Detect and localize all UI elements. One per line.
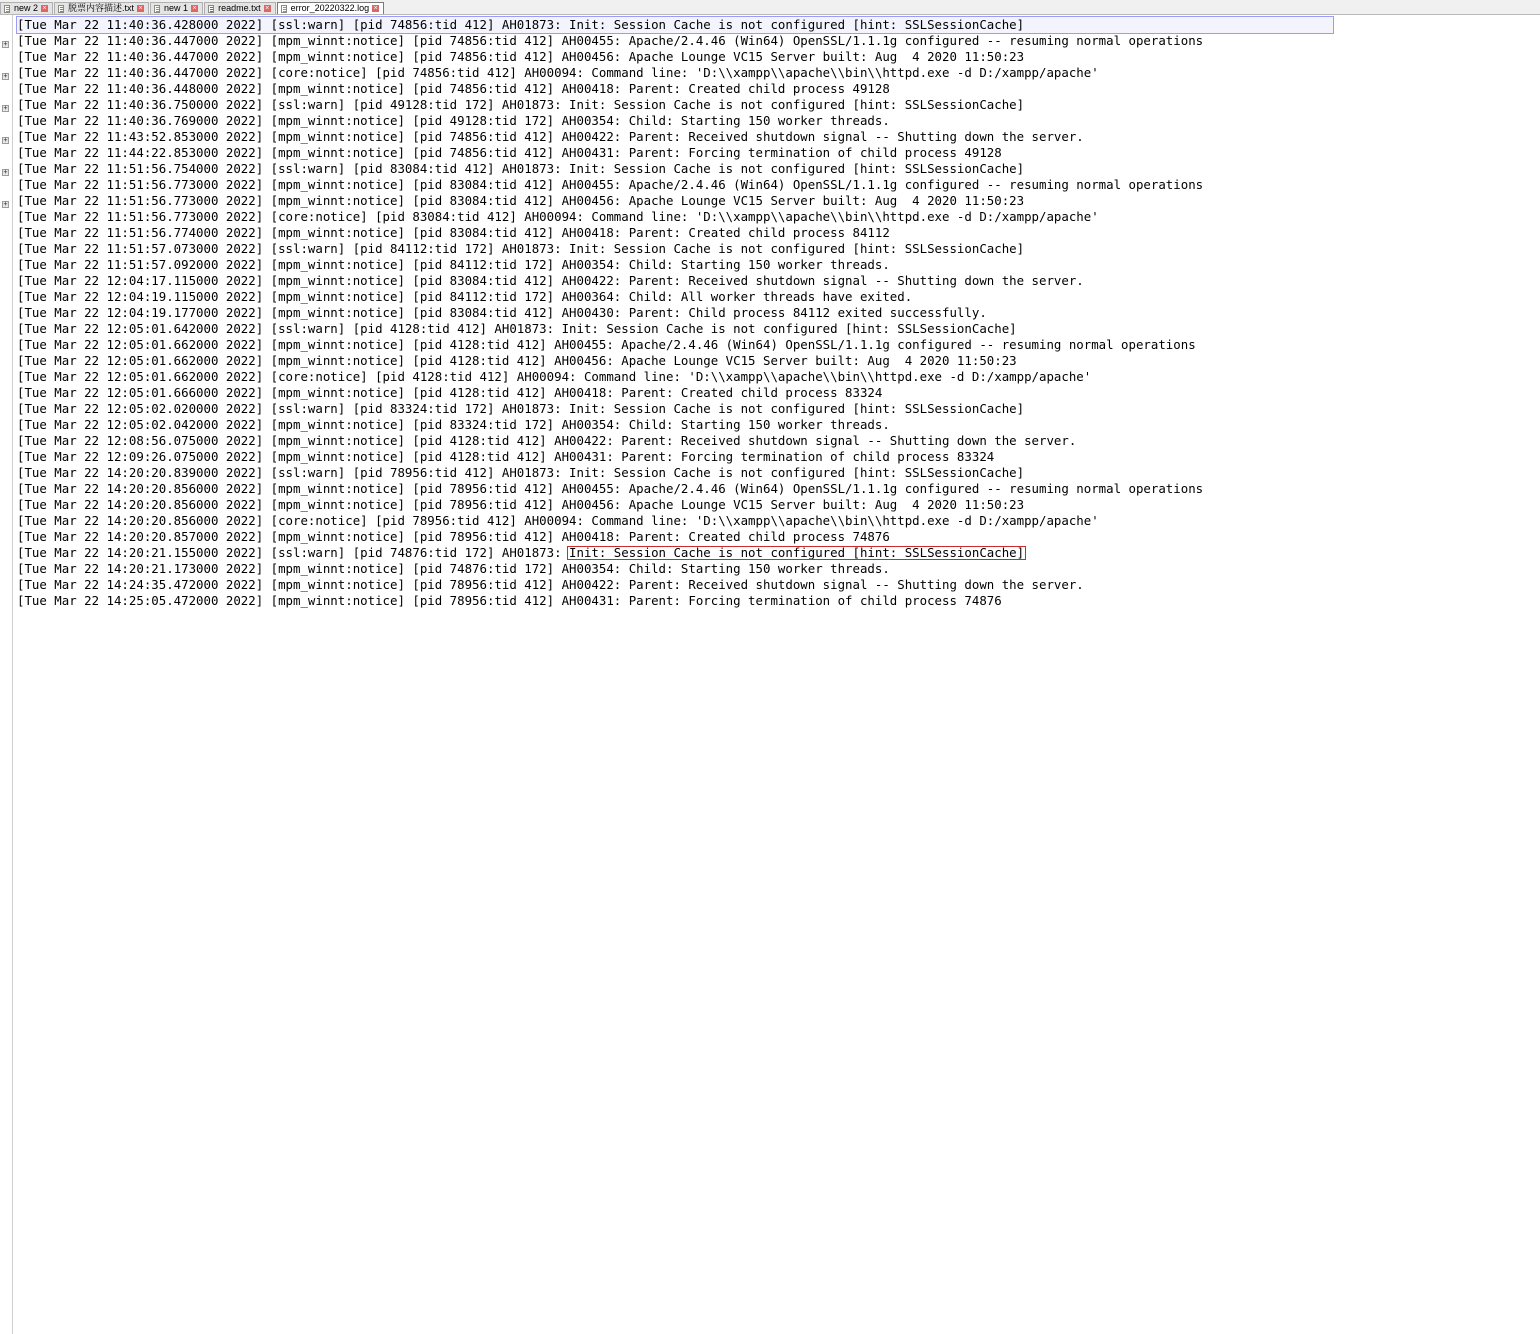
close-icon[interactable]: ×	[265, 5, 270, 12]
log-line: [Tue Mar 22 12:04:17.115000 2022] [mpm_winnt:notice] [pid 83084:tid 412] AH00422: Parent: Received shutdown signal -- Shutting down the server.	[17, 273, 1084, 288]
close-icon[interactable]: ×	[138, 5, 143, 12]
close-icon[interactable]: ×	[42, 5, 47, 12]
line-marker-gutter[interactable]	[0, 15, 13, 1334]
log-line: [Tue Mar 22 12:05:01.662000 2022] [mpm_winnt:notice] [pid 4128:tid 412] AH00456: Apache Lounge VC15 Server built: Aug 4 2020 11:50:23	[17, 353, 1017, 368]
document-icon	[208, 5, 216, 13]
log-line: [Tue Mar 22 11:40:36.428000 2022] [ssl:warn] [pid 74856:tid 412] AH01873: Init: Session Cache is not configured [hint: SSLSessionCache]	[17, 17, 1333, 33]
fold-marker[interactable]: +	[3, 136, 8, 144]
tab-label: 脱票内容描述.txt	[68, 3, 135, 13]
log-line: [Tue Mar 22 12:05:02.042000 2022] [mpm_winnt:notice] [pid 83324:tid 172] AH00354: Child: Starting 150 worker threads.	[17, 417, 890, 432]
log-line: [Tue Mar 22 11:51:57.073000 2022] [ssl:warn] [pid 84112:tid 172] AH01873: Init: Session Cache is not configured [hint: SSLSessionCache]	[17, 241, 1025, 256]
log-line: [Tue Mar 22 12:09:26.075000 2022] [mpm_winnt:notice] [pid 4128:tid 412] AH00431: Parent: Forcing termination of child process 83324	[17, 449, 995, 464]
log-line: [Tue Mar 22 12:05:01.666000 2022] [mpm_winnt:notice] [pid 4128:tid 412] AH00418: Parent: Created child process 83324	[17, 385, 883, 400]
close-icon[interactable]: ×	[192, 5, 197, 12]
close-icon[interactable]: ×	[373, 5, 378, 12]
log-line: [Tue Mar 22 11:44:22.853000 2022] [mpm_winnt:notice] [pid 74856:tid 412] AH00431: Parent: Forcing termination of child process 49128	[17, 145, 1002, 160]
log-line: [Tue Mar 22 12:05:01.662000 2022] [mpm_winnt:notice] [pid 4128:tid 412] AH00455: Apache/2.4.46 (Win64) OpenSSL/1.1.1g configured -- resuming normal operations	[17, 337, 1196, 352]
log-line: [Tue Mar 22 11:51:56.774000 2022] [mpm_winnt:notice] [pid 83084:tid 412] AH00418: Parent: Created child process 84112	[17, 225, 890, 240]
tab-readme-txt[interactable]	[204, 2, 276, 14]
log-line: [Tue Mar 22 11:40:36.447000 2022] [core:notice] [pid 74856:tid 412] AH00094: Command line: 'D:\\xampp\\apache\\bin\\httpd.exe -d D:/xampp/apache'	[17, 65, 1099, 80]
log-line: [Tue Mar 22 14:20:20.857000 2022] [mpm_winnt:notice] [pid 78956:tid 412] AH00418: Parent: Created child process 74876	[17, 529, 890, 544]
fold-marker[interactable]: +	[3, 168, 8, 176]
log-line: [Tue Mar 22 11:40:36.448000 2022] [mpm_winnt:notice] [pid 74856:tid 412] AH00418: Parent: Created child process 49128	[17, 81, 890, 96]
log-line: [Tue Mar 22 11:40:36.447000 2022] [mpm_winnt:notice] [pid 74856:tid 412] AH00455: Apache/2.4.46 (Win64) OpenSSL/1.1.1g configured -- resuming normal operations	[17, 33, 1204, 48]
log-line: [Tue Mar 22 14:25:05.472000 2022] [mpm_winnt:notice] [pid 78956:tid 412] AH00431: Parent: Forcing termination of child process 74876	[17, 593, 1002, 608]
tab-label: readme.txt	[218, 3, 261, 13]
tab-label: error_20220322.log	[290, 3, 370, 13]
log-line: [Tue Mar 22 11:51:57.092000 2022] [mpm_winnt:notice] [pid 84112:tid 172] AH00354: Child: Starting 150 worker threads.	[17, 257, 890, 272]
log-line: [Tue Mar 22 11:40:36.769000 2022] [mpm_winnt:notice] [pid 49128:tid 172] AH00354: Child: Starting 150 worker threads.	[17, 113, 890, 128]
fold-marker[interactable]: +	[3, 72, 8, 80]
log-line: [Tue Mar 22 14:20:21.155000 2022] [ssl:warn] [pid 74876:tid 172] AH01873: Init: Session Cache is not configured [hint: SSLSessionCache]	[17, 545, 1025, 560]
log-line: [Tue Mar 22 12:04:19.115000 2022] [mpm_winnt:notice] [pid 84112:tid 172] AH00364: Child: All worker threads have exited.	[17, 289, 913, 304]
log-line: [Tue Mar 22 12:05:01.642000 2022] [ssl:warn] [pid 4128:tid 412] AH01873: Init: Session Cache is not configured [hint: SSLSessionCache]	[17, 321, 1017, 336]
editor-body	[0, 15, 1540, 1334]
fold-marker[interactable]: +	[3, 104, 8, 112]
log-line: [Tue Mar 22 12:05:01.662000 2022] [core:notice] [pid 4128:tid 412] AH00094: Command line: 'D:\\xampp\\apache\\bin\\httpd.exe -d D:/xampp/apache'	[17, 369, 1092, 384]
log-line: [Tue Mar 22 14:24:35.472000 2022] [mpm_winnt:notice] [pid 78956:tid 412] AH00422: Parent: Received shutdown signal -- Shutting down the server.	[17, 577, 1084, 592]
tab-error-log[interactable]	[277, 2, 385, 14]
document-icon	[281, 5, 289, 13]
tab-label: new 1	[164, 3, 189, 13]
document-icon	[4, 5, 12, 13]
log-line: [Tue Mar 22 11:40:36.750000 2022] [ssl:warn] [pid 49128:tid 172] AH01873: Init: Session Cache is not configured [hint: SSLSessionCache]	[17, 97, 1025, 112]
log-line: [Tue Mar 22 14:20:20.856000 2022] [core:notice] [pid 78956:tid 412] AH00094: Command line: 'D:\\xampp\\apache\\bin\\httpd.exe -d D:/xampp/apache'	[17, 513, 1099, 528]
log-line: [Tue Mar 22 11:51:56.754000 2022] [ssl:warn] [pid 83084:tid 412] AH01873: Init: Session Cache is not configured [hint: SSLSessionCache]	[17, 161, 1025, 176]
tab-label: new 2	[14, 3, 39, 13]
log-line: [Tue Mar 22 12:05:02.020000 2022] [ssl:warn] [pid 83324:tid 172] AH01873: Init: Session Cache is not configured [hint: SSLSessionCache]	[17, 401, 1025, 416]
log-line: [Tue Mar 22 14:20:21.173000 2022] [mpm_winnt:notice] [pid 74876:tid 172] AH00354: Child: Starting 150 worker threads.	[17, 561, 890, 576]
log-line: [Tue Mar 22 14:20:20.856000 2022] [mpm_winnt:notice] [pid 78956:tid 412] AH00456: Apache Lounge VC15 Server built: Aug 4 2020 11:50:23	[17, 497, 1025, 512]
document-icon	[58, 5, 66, 13]
log-line: [Tue Mar 22 14:20:20.839000 2022] [ssl:warn] [pid 78956:tid 412] AH01873: Init: Session Cache is not configured [hint: SSLSessionCache]	[17, 465, 1025, 480]
fold-marker[interactable]: +	[3, 40, 8, 48]
log-line: [Tue Mar 22 11:51:56.773000 2022] [mpm_winnt:notice] [pid 83084:tid 412] AH00456: Apache Lounge VC15 Server built: Aug 4 2020 11:50:23	[17, 193, 1025, 208]
log-line: [Tue Mar 22 11:43:52.853000 2022] [mpm_winnt:notice] [pid 74856:tid 412] AH00422: Parent: Received shutdown signal -- Shutting down the server.	[17, 129, 1084, 144]
log-lines[interactable]	[13, 15, 1342, 609]
fold-marker[interactable]: +	[3, 200, 8, 208]
log-line: [Tue Mar 22 14:20:20.856000 2022] [mpm_winnt:notice] [pid 78956:tid 412] AH00455: Apache/2.4.46 (Win64) OpenSSL/1.1.1g configured -- resuming normal operations	[17, 481, 1204, 496]
log-line: [Tue Mar 22 12:04:19.177000 2022] [mpm_winnt:notice] [pid 83084:tid 412] AH00430: Parent: Child process 84112 exited successfully.	[17, 305, 987, 320]
editor-tab-bar[interactable]	[0, 0, 1540, 15]
log-line: [Tue Mar 22 12:08:56.075000 2022] [mpm_winnt:notice] [pid 4128:tid 412] AH00422: Parent: Received shutdown signal -- Shutting down the server.	[17, 433, 1077, 448]
log-text-area[interactable]	[13, 15, 1342, 1334]
log-line: [Tue Mar 22 11:40:36.447000 2022] [mpm_winnt:notice] [pid 74856:tid 412] AH00456: Apache Lounge VC15 Server built: Aug 4 2020 11:50:23	[17, 49, 1025, 64]
log-line: [Tue Mar 22 11:51:56.773000 2022] [mpm_winnt:notice] [pid 83084:tid 412] AH00455: Apache/2.4.46 (Win64) OpenSSL/1.1.1g configured -- resuming normal operations	[17, 177, 1204, 192]
right-margin	[1342, 15, 1540, 1334]
tab-new-1[interactable]	[150, 2, 203, 14]
tab-shipping-description[interactable]	[54, 2, 149, 14]
tab-new-2[interactable]	[0, 2, 53, 14]
log-line: [Tue Mar 22 11:51:56.773000 2022] [core:notice] [pid 83084:tid 412] AH00094: Command line: 'D:\\xampp\\apache\\bin\\httpd.exe -d D:/xampp/apache'	[17, 209, 1099, 224]
document-icon	[154, 5, 162, 13]
